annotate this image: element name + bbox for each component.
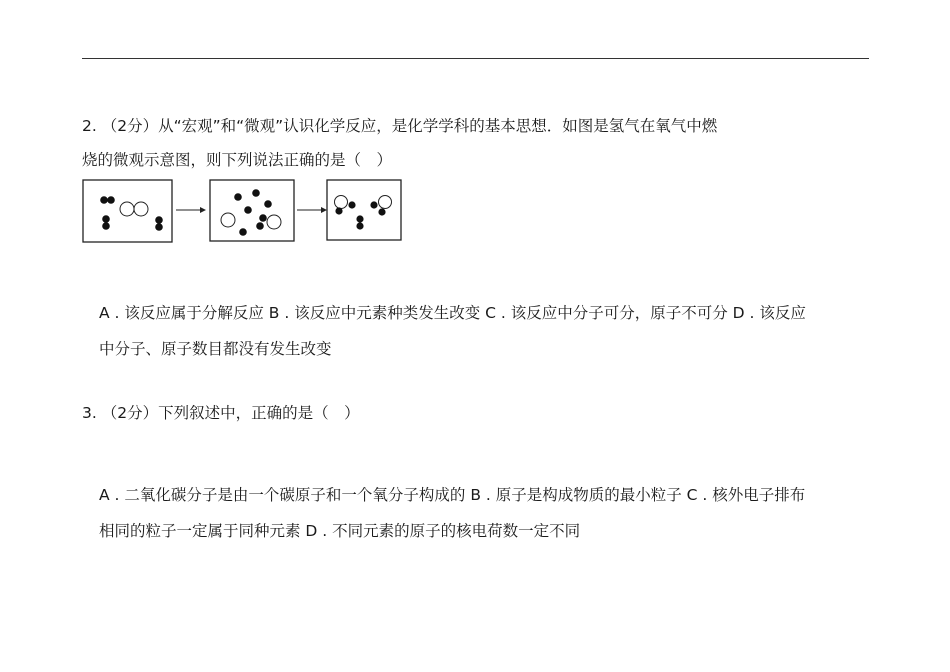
question-2-stem-line-2: 烧的微观示意图，则下列说法正确的是（ ）: [82, 151, 393, 169]
arrow-icon: [176, 207, 206, 213]
question-3-options-line-2: 相同的粒子一定属于同种元素 D . 不同元素的原子的核电荷数一定不同: [99, 522, 581, 540]
hydrogen-molecule: [155, 216, 163, 224]
arrow-icon: [297, 207, 327, 213]
product-box: [327, 180, 401, 240]
question-2-options-line-2: 中分子、原子数目都没有发生改变: [99, 340, 332, 358]
oxygen-atom: [221, 213, 235, 227]
water-molecule: [335, 196, 356, 215]
question-2-stem-line-1: 2. （2分）从“宏观”和“微观”认识化学反应，是化学学科的基本思想．如图是氢气在氧气中燃: [82, 117, 718, 135]
question-3-options-line-1: A . 二氧化碳分子是由一个碳原子和一个氧分子构成的 B . 原子是构成物质的最小粒子 C . 核外电子排布: [99, 486, 806, 504]
question-3-stem: 3. （2分）下列叙述中，正确的是（ ）: [82, 404, 360, 422]
reactant-box: [83, 180, 172, 242]
hydrogen-molecule: [100, 196, 108, 204]
oxygen-atom: [267, 215, 281, 229]
oxygen-molecule: [120, 202, 134, 216]
question-2-options-line-1: A . 该反应属于分解反应 B . 该反应中元素种类发生改变 C . 该反应中分子可分，原子不可分 D . 该反应: [99, 304, 806, 322]
top-divider: [82, 58, 869, 59]
water-molecule: [370, 196, 391, 216]
hydrogen-molecule: [102, 215, 110, 223]
reaction-micro-diagram: [80, 176, 410, 246]
atoms-box: [210, 180, 294, 241]
